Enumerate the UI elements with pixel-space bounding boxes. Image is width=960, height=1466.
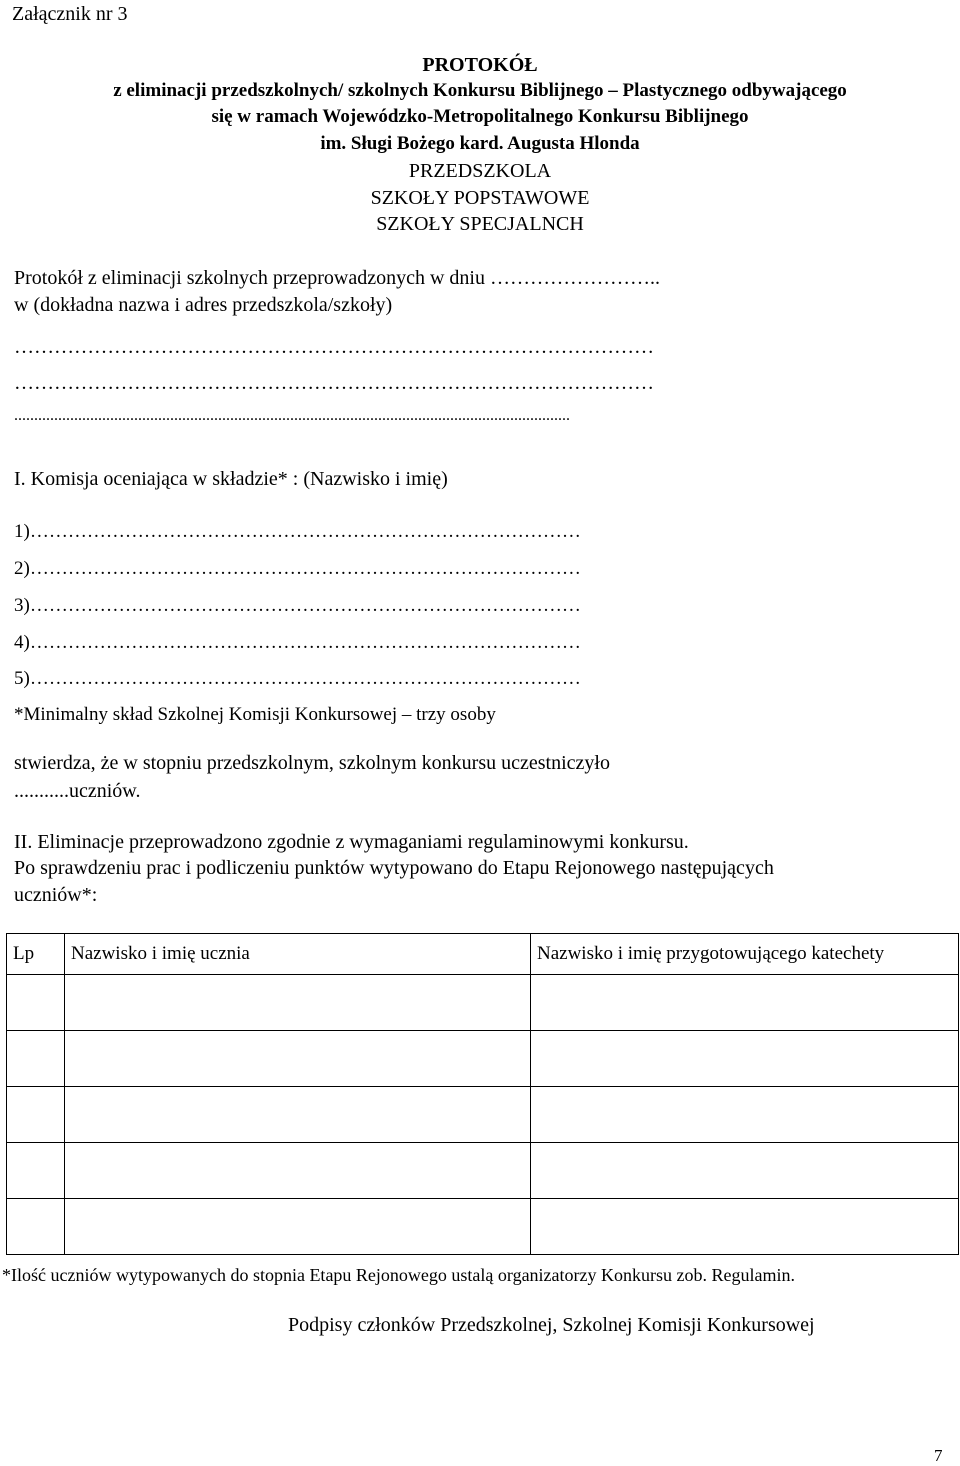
- header-line-2: się w ramach Wojewódzko-Metropolitalnego Konkursu Biblijnego: [211, 106, 749, 127]
- section-2-line-2: Po sprawdzeniu prac i podliczeniu punktów wytypowano do Etapu Rejonowego następujących: [14, 857, 774, 879]
- cell-lp: [7, 1087, 65, 1143]
- category-preschools: PRZEDSZKOLA: [408, 160, 552, 182]
- signatures-label: Podpisy członków Przedszkolnej, Szkolnej Komisji Konkursowej: [288, 1314, 815, 1336]
- commission-member-3: 3)……………………………………………………………………………: [14, 595, 581, 616]
- header-lp: Lp: [7, 934, 65, 975]
- commission-heading: I. Komisja oceniająca w składzie* : (Nazwisko i imię): [14, 468, 448, 490]
- commission-footnote: *Minimalny skład Szkolnej Komisji Konkursowej – trzy osoby: [14, 704, 496, 725]
- cell-catechist-name: [531, 1199, 959, 1255]
- protocol-date-line: Protokół z eliminacji szkolnych przeprowadzonych w dniu ……………………..: [14, 267, 660, 289]
- cell-lp: [7, 1031, 65, 1087]
- header-student-name: Nazwisko i imię ucznia: [65, 934, 531, 975]
- commission-member-1: 1)……………………………………………………………………………: [14, 521, 581, 542]
- header-line-3: im. Sługi Bożego kard. Augusta Hlonda: [320, 133, 640, 154]
- section-2-line-1: II. Eliminacje przeprowadzono zgodnie z wymaganiami regulaminowymi konkursu.: [14, 831, 689, 853]
- section-2-line-3: uczniów*:: [14, 884, 98, 906]
- table-row: [7, 1199, 959, 1255]
- school-name-label: w (dokładna nazwa i adres przedszkola/szkoły): [14, 294, 393, 316]
- header-line-1: z eliminacji przedszkolnych/ szkolnych Konkursu Biblijnego – Plastycznego odbywającego: [113, 80, 847, 101]
- school-name-blank-3: ...........................................................................................................................................: [14, 407, 570, 424]
- protocol-title: PROTOKÓŁ: [422, 54, 538, 76]
- selection-footnote: *Ilość uczniów wytypowanych do stopnia Etapu Rejonowego ustalą organizatorzy Konkursu zob. Regulamin.: [2, 1265, 795, 1285]
- cell-lp: [7, 1143, 65, 1199]
- cell-catechist-name: [531, 1143, 959, 1199]
- page-number: 7: [934, 1446, 943, 1465]
- cell-student-name: [65, 1031, 531, 1087]
- commission-member-2: 2)……………………………………………………………………………: [14, 558, 581, 579]
- school-name-blank-1: ……………………………………………………………………………………: [14, 336, 654, 358]
- header-catechist-name: Nazwisko i imię przygotowującego katechety: [531, 934, 959, 975]
- table-header-row: [7, 934, 959, 975]
- category-primary-schools: SZKOŁY POPSTAWOWE: [370, 187, 590, 209]
- commission-member-5: 5)……………………………………………………………………………: [14, 668, 581, 689]
- table-row: [7, 1087, 959, 1143]
- commission-member-4: 4)……………………………………………………………………………: [14, 632, 581, 653]
- students-table: [6, 933, 959, 1255]
- cell-catechist-name: [531, 975, 959, 1031]
- participant-count-line: ...........uczniów.: [14, 780, 141, 802]
- category-special-schools: SZKOŁY SPECJALNCH: [376, 213, 584, 235]
- cell-student-name: [65, 1087, 531, 1143]
- cell-student-name: [65, 1143, 531, 1199]
- cell-student-name: [65, 1199, 531, 1255]
- school-name-blank-2: ……………………………………………………………………………………: [14, 372, 654, 394]
- cell-lp: [7, 1199, 65, 1255]
- participation-statement: stwierdza, że w stopniu przedszkolnym, szkolnym konkursu uczestniczyło: [14, 752, 610, 774]
- attachment-label: Załącznik nr 3: [12, 3, 128, 25]
- cell-lp: [7, 975, 65, 1031]
- table-row: [7, 1031, 959, 1087]
- cell-student-name: [65, 975, 531, 1031]
- cell-catechist-name: [531, 1087, 959, 1143]
- cell-catechist-name: [531, 1031, 959, 1087]
- table-row: [7, 975, 959, 1031]
- table-row: [7, 1143, 959, 1199]
